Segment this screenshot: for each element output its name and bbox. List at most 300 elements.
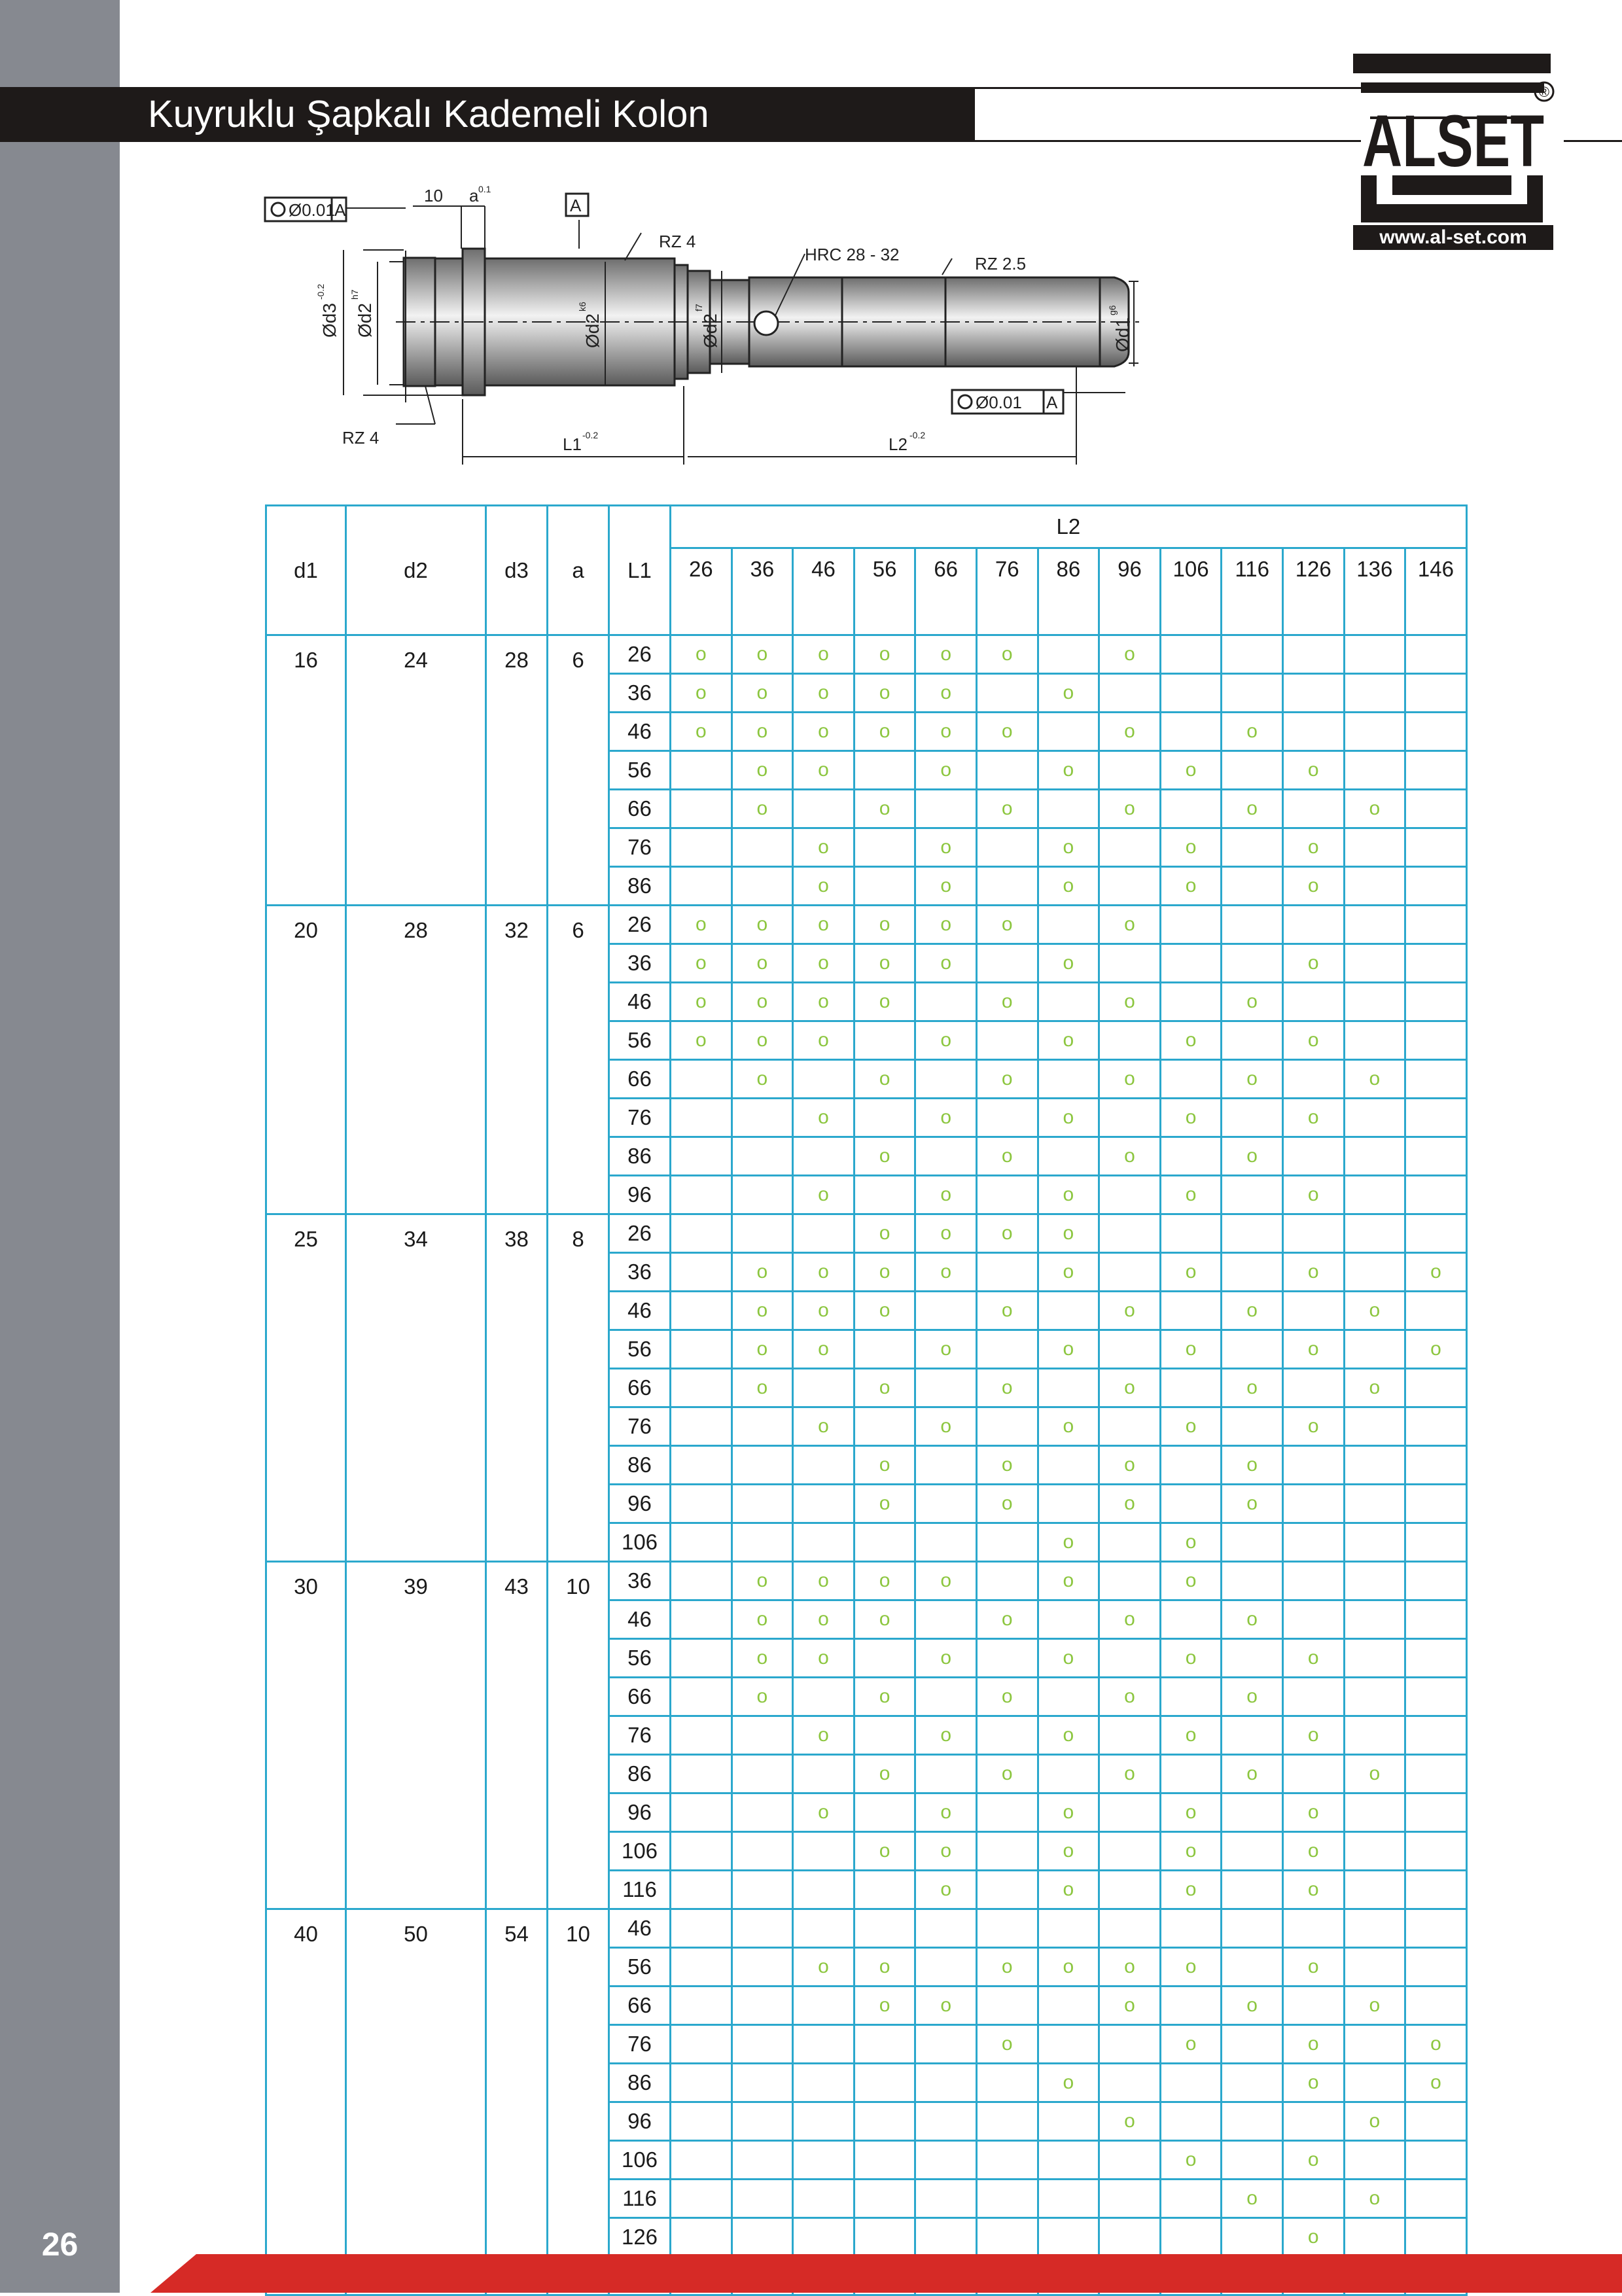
empty-cell — [793, 2025, 855, 2064]
empty-cell — [1099, 1214, 1161, 1253]
header-l2-26: 26 — [671, 548, 732, 635]
availability-mark: o — [732, 1600, 793, 1639]
availability-mark: o — [732, 713, 793, 751]
logo-url: www.al-set.com — [1353, 225, 1553, 250]
availability-mark: o — [1099, 635, 1161, 674]
empty-cell — [1038, 1987, 1099, 2025]
empty-cell — [1344, 1137, 1405, 1176]
empty-cell — [1160, 713, 1222, 751]
empty-cell — [1344, 867, 1405, 906]
availability-mark: o — [671, 944, 732, 983]
empty-cell — [854, 2025, 915, 2064]
availability-mark: o — [1038, 1793, 1099, 1832]
empty-cell — [1282, 2180, 1344, 2218]
empty-cell — [1038, 1292, 1099, 1330]
empty-cell — [1344, 674, 1405, 713]
empty-cell — [1099, 867, 1161, 906]
availability-mark: o — [1282, 1832, 1344, 1871]
empty-cell — [671, 2141, 732, 2180]
availability-mark: o — [854, 906, 915, 944]
availability-mark: o — [1282, 751, 1344, 790]
empty-cell — [671, 1099, 732, 1137]
group-d2: 24 — [346, 635, 486, 906]
empty-cell — [671, 1639, 732, 1678]
empty-cell — [1344, 906, 1405, 944]
row-l1: 106 — [609, 1832, 671, 1871]
empty-cell — [1344, 2218, 1405, 2257]
empty-cell — [915, 1369, 977, 1407]
availability-mark: o — [976, 2025, 1038, 2064]
availability-mark: o — [1038, 867, 1099, 906]
empty-cell — [1405, 1562, 1467, 1600]
empty-cell — [671, 1909, 732, 1948]
dim-a-label: a — [469, 186, 479, 205]
availability-mark: o — [793, 1793, 855, 1832]
group-d1: 25 — [266, 1214, 346, 1562]
d1-text: Ød1 — [1112, 317, 1133, 352]
availability-mark: o — [1222, 1600, 1283, 1639]
empty-cell — [1222, 906, 1283, 944]
availability-mark: o — [793, 1407, 855, 1446]
empty-cell — [976, 1407, 1038, 1446]
empty-cell — [671, 1562, 732, 1600]
empty-cell — [976, 1909, 1038, 1948]
empty-cell — [1038, 1909, 1099, 1948]
empty-cell — [1405, 1099, 1467, 1137]
empty-cell — [793, 1137, 855, 1176]
availability-mark: o — [1038, 1330, 1099, 1369]
header-l2-76: 76 — [976, 548, 1038, 635]
empty-cell — [915, 1948, 977, 1987]
group-d2: 50 — [346, 1909, 486, 2295]
availability-mark: o — [1099, 1987, 1161, 2025]
availability-mark: o — [1405, 2025, 1467, 2064]
table-row — [266, 1214, 1467, 1253]
empty-cell — [1099, 2218, 1161, 2257]
header-l2-96: 96 — [1099, 548, 1161, 635]
availability-mark: o — [976, 1060, 1038, 1099]
availability-mark: o — [1344, 1987, 1405, 2025]
availability-mark: o — [976, 983, 1038, 1021]
row-l1: 46 — [609, 713, 671, 751]
availability-mark: o — [1160, 1176, 1222, 1214]
empty-cell — [1160, 983, 1222, 1021]
availability-mark: o — [1160, 2025, 1222, 2064]
empty-cell — [1160, 1369, 1222, 1407]
empty-cell — [1344, 713, 1405, 751]
availability-mark: o — [1222, 790, 1283, 828]
empty-cell — [1099, 1562, 1161, 1600]
availability-mark: o — [1282, 1871, 1344, 1909]
empty-cell — [1282, 1562, 1344, 1600]
availability-mark: o — [732, 1639, 793, 1678]
availability-mark: o — [671, 713, 732, 751]
row-l1: 76 — [609, 828, 671, 867]
empty-cell — [1099, 2180, 1161, 2218]
empty-cell — [1344, 1176, 1405, 1214]
empty-cell — [1405, 2218, 1467, 2257]
availability-mark: o — [915, 1716, 977, 1755]
availability-mark: o — [793, 674, 855, 713]
empty-cell — [1160, 1214, 1222, 1253]
availability-mark: o — [1282, 1021, 1344, 1060]
empty-cell — [1222, 828, 1283, 867]
availability-mark: o — [854, 1678, 915, 1716]
availability-mark: o — [1222, 1446, 1283, 1485]
empty-cell — [1160, 1909, 1222, 1948]
empty-cell — [732, 1137, 793, 1176]
availability-mark: o — [1160, 1021, 1222, 1060]
empty-cell — [671, 1330, 732, 1369]
empty-cell — [1038, 790, 1099, 828]
d2-right-tol: f7 — [694, 304, 704, 311]
empty-cell — [1222, 1523, 1283, 1562]
empty-cell — [1038, 1137, 1099, 1176]
empty-cell — [854, 1871, 915, 1909]
empty-cell — [671, 828, 732, 867]
row-l1: 76 — [609, 1407, 671, 1446]
availability-mark: o — [732, 1369, 793, 1407]
header-d1: d1 — [266, 506, 346, 635]
empty-cell — [854, 1021, 915, 1060]
row-l1: 106 — [609, 2141, 671, 2180]
availability-mark: o — [1222, 713, 1283, 751]
empty-cell — [915, 1523, 977, 1562]
empty-cell — [1160, 1755, 1222, 1793]
empty-cell — [1405, 1214, 1467, 1253]
availability-mark: o — [915, 751, 977, 790]
empty-cell — [1405, 1871, 1467, 1909]
empty-cell — [1344, 828, 1405, 867]
availability-mark: o — [915, 944, 977, 983]
availability-mark: o — [1099, 906, 1161, 944]
row-l1: 36 — [609, 944, 671, 983]
availability-mark: o — [915, 1253, 977, 1292]
empty-cell — [1222, 1407, 1283, 1446]
empty-cell — [793, 1369, 855, 1407]
empty-cell — [1222, 1253, 1283, 1292]
availability-mark: o — [793, 1292, 855, 1330]
row-l1: 96 — [609, 2102, 671, 2141]
empty-cell — [1160, 635, 1222, 674]
empty-cell — [732, 828, 793, 867]
empty-cell — [854, 1099, 915, 1137]
availability-mark: o — [854, 1600, 915, 1639]
empty-cell — [854, 867, 915, 906]
empty-cell — [1160, 1292, 1222, 1330]
empty-cell — [976, 1639, 1038, 1678]
availability-mark: o — [854, 1755, 915, 1793]
availability-mark: o — [915, 1871, 977, 1909]
empty-cell — [976, 1523, 1038, 1562]
row-l1: 106 — [609, 1523, 671, 1562]
availability-mark: o — [732, 1330, 793, 1369]
empty-cell — [1099, 1407, 1161, 1446]
empty-cell — [671, 1137, 732, 1176]
empty-cell — [732, 1099, 793, 1137]
l2-text: L2 — [889, 434, 908, 454]
empty-cell — [1038, 2180, 1099, 2218]
d2-right-text: Ød2 — [700, 313, 720, 348]
group-d3: 28 — [486, 635, 548, 906]
row-l1: 116 — [609, 1871, 671, 1909]
availability-mark: o — [854, 983, 915, 1021]
availability-mark: o — [976, 1446, 1038, 1485]
availability-mark: o — [732, 1678, 793, 1716]
availability-mark: o — [976, 1214, 1038, 1253]
empty-cell — [732, 1909, 793, 1948]
availability-mark: o — [1038, 1176, 1099, 1214]
empty-cell — [1405, 1987, 1467, 2025]
empty-cell — [915, 1060, 977, 1099]
header-l2: L2 — [671, 506, 1467, 548]
empty-cell — [915, 1446, 977, 1485]
empty-cell — [793, 1446, 855, 1485]
availability-mark: o — [793, 1716, 855, 1755]
empty-cell — [1099, 674, 1161, 713]
availability-mark: o — [915, 713, 977, 751]
header-l2-36: 36 — [732, 548, 793, 635]
availability-mark: o — [1282, 1407, 1344, 1446]
empty-cell — [732, 1446, 793, 1485]
empty-cell — [1405, 1909, 1467, 1948]
empty-cell — [1222, 1562, 1283, 1600]
empty-cell — [1282, 635, 1344, 674]
row-l1: 76 — [609, 2025, 671, 2064]
group-a: 6 — [548, 906, 609, 1214]
empty-cell — [732, 2025, 793, 2064]
availability-mark: o — [1099, 1137, 1161, 1176]
empty-cell — [732, 1793, 793, 1832]
l2-tol-text: -0.2 — [909, 430, 926, 440]
group-d1: 20 — [266, 906, 346, 1214]
empty-cell — [793, 1871, 855, 1909]
empty-cell — [1099, 828, 1161, 867]
availability-mark: o — [1038, 1832, 1099, 1871]
empty-cell — [732, 1485, 793, 1523]
availability-mark: o — [671, 906, 732, 944]
availability-mark: o — [1282, 1330, 1344, 1369]
availability-mark: o — [671, 1021, 732, 1060]
availability-mark: o — [1038, 751, 1099, 790]
rz-right-text: RZ 2.5 — [975, 254, 1027, 274]
availability-mark: o — [915, 1176, 977, 1214]
row-l1: 36 — [609, 1562, 671, 1600]
empty-cell — [1405, 1639, 1467, 1678]
availability-mark: o — [1099, 1600, 1161, 1639]
empty-cell — [793, 790, 855, 828]
availability-mark: o — [1038, 674, 1099, 713]
availability-mark: o — [732, 674, 793, 713]
availability-mark: o — [793, 1176, 855, 1214]
d2-mid-tol: k6 — [577, 302, 588, 311]
empty-cell — [1405, 751, 1467, 790]
empty-cell — [732, 1716, 793, 1755]
availability-mark: o — [732, 1562, 793, 1600]
availability-mark: o — [915, 828, 977, 867]
empty-cell — [854, 2180, 915, 2218]
empty-cell — [1405, 1446, 1467, 1485]
availability-mark: o — [1160, 1639, 1222, 1678]
availability-mark: o — [976, 1755, 1038, 1793]
empty-cell — [976, 1021, 1038, 1060]
d1-tol-text: g6 — [1107, 305, 1118, 315]
availability-mark: o — [793, 1099, 855, 1137]
availability-mark: o — [1222, 1369, 1283, 1407]
empty-cell — [1222, 2064, 1283, 2102]
empty-cell — [793, 1060, 855, 1099]
group-a: 6 — [548, 635, 609, 906]
availability-mark: o — [1038, 1523, 1099, 1562]
empty-cell — [976, 944, 1038, 983]
empty-cell — [854, 2064, 915, 2102]
availability-mark: o — [1222, 1292, 1283, 1330]
availability-mark: o — [1038, 1099, 1099, 1137]
empty-cell — [1344, 1639, 1405, 1678]
availability-mark: o — [732, 635, 793, 674]
availability-mark: o — [732, 983, 793, 1021]
availability-mark: o — [1099, 1948, 1161, 1987]
table-row — [266, 1909, 1467, 1948]
header-l2-106: 106 — [1160, 548, 1222, 635]
empty-cell — [1405, 1716, 1467, 1755]
availability-mark: o — [1282, 828, 1344, 867]
header-l2-86: 86 — [1038, 548, 1099, 635]
dimension-table — [265, 504, 1468, 2296]
availability-mark: o — [1160, 751, 1222, 790]
availability-mark: o — [976, 713, 1038, 751]
empty-cell — [732, 1948, 793, 1987]
availability-mark: o — [1282, 2025, 1344, 2064]
empty-cell — [976, 1330, 1038, 1369]
empty-cell — [976, 1253, 1038, 1292]
availability-mark: o — [1282, 1099, 1344, 1137]
availability-mark: o — [854, 944, 915, 983]
empty-cell — [976, 1832, 1038, 1871]
availability-mark: o — [1160, 867, 1222, 906]
availability-mark: o — [1282, 2218, 1344, 2257]
empty-cell — [1344, 1793, 1405, 1832]
empty-cell — [1344, 2025, 1405, 2064]
empty-cell — [793, 2064, 855, 2102]
empty-cell — [671, 1523, 732, 1562]
availability-mark: o — [1099, 1755, 1161, 1793]
empty-cell — [915, 1909, 977, 1948]
datum-a-box-text: A — [570, 196, 582, 215]
availability-mark: o — [1282, 1793, 1344, 1832]
availability-mark: o — [1038, 944, 1099, 983]
empty-cell — [915, 2025, 977, 2064]
empty-cell — [1282, 906, 1344, 944]
availability-mark: o — [854, 674, 915, 713]
availability-mark: o — [976, 1292, 1038, 1330]
d2-left-text: Ød2 — [355, 303, 375, 338]
empty-cell — [1099, 1832, 1161, 1871]
empty-cell — [854, 1407, 915, 1446]
empty-cell — [1222, 1639, 1283, 1678]
row-l1: 86 — [609, 1446, 671, 1485]
empty-cell — [1222, 1176, 1283, 1214]
availability-mark: o — [854, 1948, 915, 1987]
availability-mark: o — [671, 983, 732, 1021]
row-l1: 66 — [609, 790, 671, 828]
empty-cell — [1344, 635, 1405, 674]
empty-cell — [976, 828, 1038, 867]
availability-mark: o — [1160, 1716, 1222, 1755]
availability-mark: o — [976, 635, 1038, 674]
empty-cell — [1344, 1253, 1405, 1292]
empty-cell — [854, 2102, 915, 2141]
empty-cell — [1038, 1446, 1099, 1485]
empty-cell — [1222, 2025, 1283, 2064]
availability-mark: o — [976, 1948, 1038, 1987]
empty-cell — [1099, 2025, 1161, 2064]
row-l1: 36 — [609, 1253, 671, 1292]
empty-cell — [1344, 1948, 1405, 1987]
empty-cell — [1405, 790, 1467, 828]
empty-cell — [671, 790, 732, 828]
empty-cell — [976, 1871, 1038, 1909]
empty-cell — [915, 2218, 977, 2257]
empty-cell — [1038, 983, 1099, 1021]
empty-cell — [854, 1523, 915, 1562]
empty-cell — [671, 1678, 732, 1716]
availability-mark: o — [1038, 1639, 1099, 1678]
availability-mark: o — [1405, 1253, 1467, 1292]
empty-cell — [1405, 1793, 1467, 1832]
empty-cell — [732, 1987, 793, 2025]
availability-mark: o — [854, 1214, 915, 1253]
row-l1: 26 — [609, 1214, 671, 1253]
row-l1: 86 — [609, 1137, 671, 1176]
empty-cell — [1160, 1600, 1222, 1639]
empty-cell — [1405, 1176, 1467, 1214]
row-l1: 96 — [609, 1793, 671, 1832]
empty-cell — [1099, 1176, 1161, 1214]
header-l2-46: 46 — [793, 548, 855, 635]
empty-cell — [732, 1176, 793, 1214]
availability-mark: o — [1282, 944, 1344, 983]
empty-cell — [671, 1369, 732, 1407]
empty-cell — [671, 1060, 732, 1099]
availability-mark: o — [1038, 1253, 1099, 1292]
group-d3: 43 — [486, 1562, 548, 1909]
empty-cell — [915, 1137, 977, 1176]
empty-cell — [1405, 1060, 1467, 1099]
empty-cell — [1405, 1678, 1467, 1716]
availability-mark: o — [854, 790, 915, 828]
availability-mark: o — [1038, 828, 1099, 867]
footer-band — [150, 2254, 1622, 2293]
group-d3: 32 — [486, 906, 548, 1214]
empty-cell — [976, 1716, 1038, 1755]
empty-cell — [1405, 2141, 1467, 2180]
empty-cell — [915, 2102, 977, 2141]
availability-mark: o — [1222, 983, 1283, 1021]
tolerance-right-text: Ø0.01 — [976, 393, 1022, 412]
empty-cell — [793, 1909, 855, 1948]
availability-mark: o — [793, 1562, 855, 1600]
empty-cell — [1222, 751, 1283, 790]
empty-cell — [854, 1793, 915, 1832]
empty-cell — [1282, 1600, 1344, 1639]
empty-cell — [1282, 1137, 1344, 1176]
empty-cell — [1160, 1060, 1222, 1099]
availability-mark: o — [1344, 1292, 1405, 1330]
empty-cell — [671, 1793, 732, 1832]
empty-cell — [1038, 906, 1099, 944]
logo-wordmark: ALSET — [1362, 100, 1544, 182]
